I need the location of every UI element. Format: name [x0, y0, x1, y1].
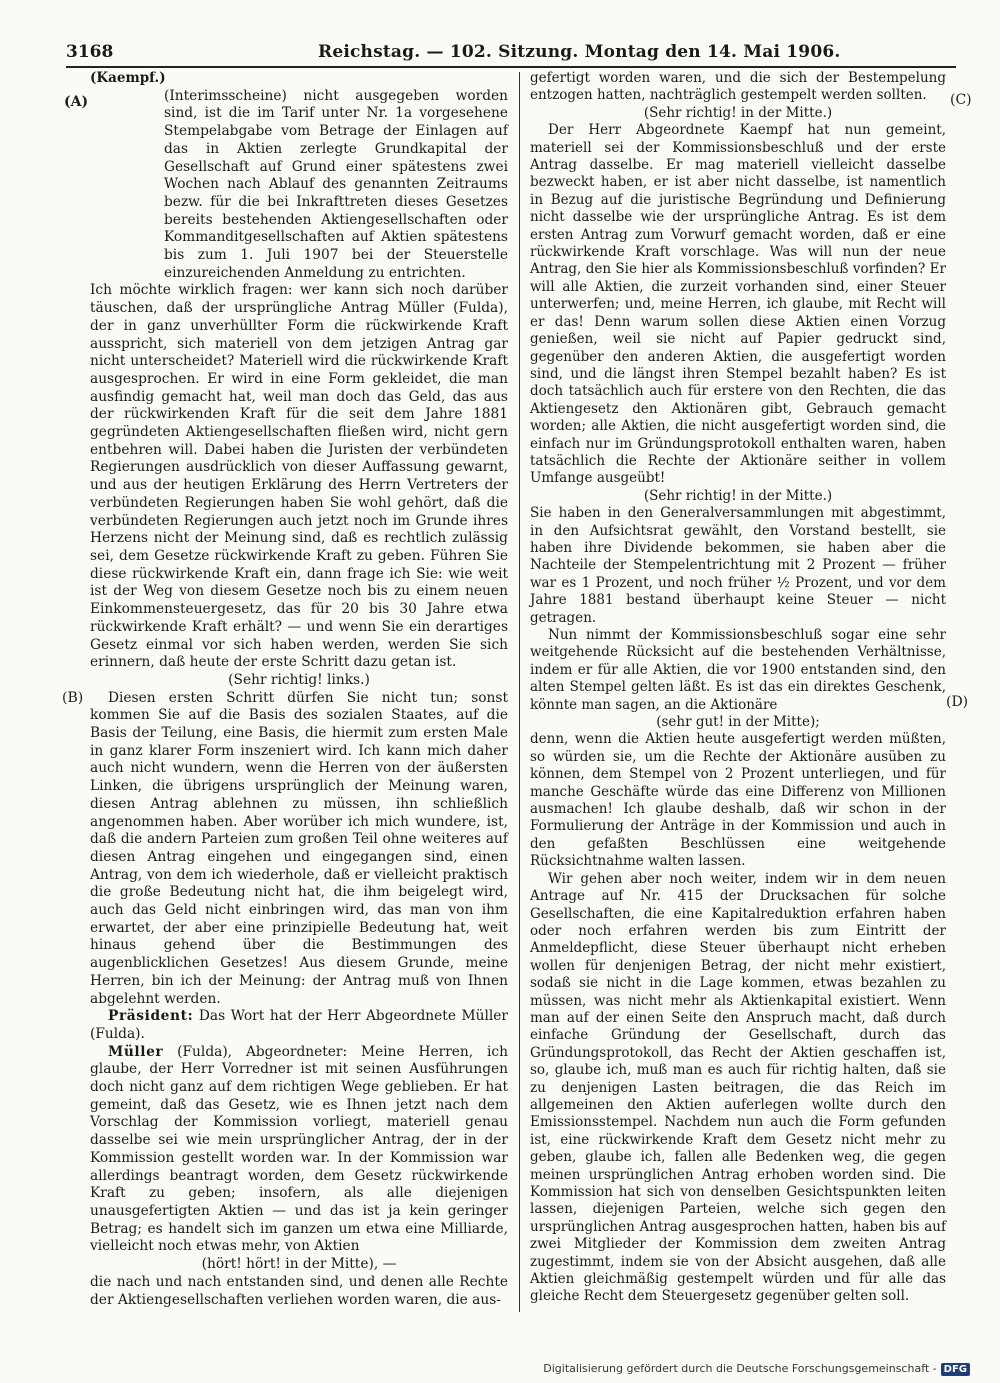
margin-mark-d: (D) — [946, 694, 969, 710]
paragraph: die nach und nach entstanden sind, und denen alle Rechte der Aktiengesellschaften verliehen worden waren, die aus- — [90, 1273, 508, 1308]
footer-credit: Digitalisierung gefördert durch die Deutsche Forschungsgemeinschaft - — [543, 1362, 937, 1375]
paragraph: Diesen ersten Schritt dürfen Sie nicht tun; sonst kommen Sie auf die Basis des sozialen Staates, auf die Basis der Teilung, eine Basis, die hiermit zum ersten Male in ganz klarer Form inszeniert wird. Ich kann mich daher auch nicht wundern, wenn die Herren von der äußersten Linken, die übrigens ursprünglich der Meinung waren, diesen Antrag ablehnen zu müssen, ihn schließlich angenommen haben. Aber worüber ich mich wundere, ist, daß die andern Parteien zum großen Teil ohne weiteres auf diesen Antrag eingehen und eingegangen sind, einen Antrag, von dem ich wiederhole, daß er vielleicht praktisch die große Bedeutung nicht hat, die ihm beigelegt wird, auch das Geld nicht einbringen wird, das man von ihm erwartet, der aber eine prinzipielle Bedeutung hat, weit hinaus gehend über die Bestimmungen des augenblicklichen Gesetzes! Aus diesem Grunde, meine Herren, bin ich der Meinung: der Antrag muß von Ihnen abgelehnt werden. — [90, 689, 508, 1007]
paragraph: Ich möchte wirklich fragen: wer kann sich noch darüber täuschen, daß der ursprüngliche Antrag Müller (Fulda), der in ganz unverhüllter Form die rückwirkende Kraft ausspricht, sich materiell von dem jetzigen Antrag gar nicht unterscheidet? Materiell wird die rückwirkende Kraft ausgesprochen. Er wird in eine Form gekleidet, die man ausfindig gemacht hat, weil man doch das Geld, das aus der rückwirkenden Kraft für die seit dem Jahre 1881 gegründeten Aktiengesellschaften fließen wird, nicht gern entbehren will. Dabei haben die Juristen der verbündeten Regierungen ausdrücklich von dieser Auffassung gewarnt, und aus der heutigen Erklärung des Herrn Vertreters der verbündeten Regierungen haben Sie wohl gehört, daß die verbündeten Regierungen auch jetzt noch im Grunde ihres Herzens nicht der Meinung sind, daß es rechtlich zulässig sei, dem Gesetze rückwirkende Kraft zu geben. Führen Sie diese rückwirkende Kraft ein, dann frage ich Sie: wie weit ist der Weg von diesem Gesetze noch bis zu einem neuen Einkommensteuergesetz, das für 20 bis 30 Jahre etwa rückwirkende Kraft erhält? — und wenn Sie ein derartiges Gesetz einmal vor sich haben werden, werden Sie sich erinnern, daß heute der erste Schritt dazu getan ist. — [90, 282, 508, 671]
page-header — [66, 38, 956, 68]
paragraph-text: Das Wort hat der Herr Abgeordnete Müller (Fulda). — [90, 1008, 508, 1042]
right-column — [530, 70, 946, 1306]
footer — [543, 1362, 970, 1376]
paragraph: Der Herr Abgeordnete Kaempf hat nun gemeint, materiell sei der Kommissionsbeschluß und der erste Antrag dasselbe. Er mag materiell vielleicht dasselbe bezweckt haben, er ist aber nicht dasselbe, ist namentlich in Bezug auf die juristische Begründung und Definierung nicht dasselbe wie der ursprüngliche Antrag. Es ist dem ersten Antrag zum Vorwurf gemacht worden, daß er eine rückwirkende Kraft vorschlage. Was will nun der neue Antrag, den Sie hier als Kommissionsbeschluß vorfinden? Er will alle Aktien, die zurzeit vorhanden sind, einer Steuer unterwerfen; und, meine Herren, ich glaube, mit Recht will er das! Denn warum sollen diese Aktien einen Vorzug genießen, weil sie nicht auf Papier gedruckt sind, gegenüber den anderen Aktien, die ausgefertigt worden sind, und die längst ihren Stempel bezahlt haben? Es ist doch tatsächlich auch für erstere von den Rechten, die das Aktiengesetz den Aktionären gibt, Gebrauch gemacht worden; alle Aktien, die nicht ausgefertigt worden sind, die einfach nur im Gründungsprotokoll enthalten waren, haben tatsächlich die Rechte der Aktionäre seither in vollem Umfange ausgeübt! — [530, 122, 946, 487]
paragraph: Wir gehen aber noch weiter, indem wir in dem neuen Antrage auf Nr. 415 der Drucksachen für solche Gesellschaften, die eine Kapitalreduktion erfahren haben oder noch erfahren werden bis zum Eintritt der Anmeldepflicht, diese Steuer überhaupt nicht erheben wollen für denjenigen Betrag, der nicht mehr existiert, sodaß sie nicht in die Lage kommen, etwas bezahlen zu müssen, was nicht mehr als Aktienkapital existiert. Wenn man auf der einen Seite den Anspruch macht, daß durch einfache Gründung der Gesellschaft, durch das Gründungsprotokoll, das Recht der Aktien geschaffen ist, so, glaube ich, muß man es auch für richtig halten, daß sie zu denjenigen Lasten beitragen, die das Reich im allgemeinen den Aktien auferlegen wollte durch den Emissionsstempel. Nachdem nun auch die Form gefunden ist, eine rückwirkende Kraft dem Gesetz nicht mehr zu geben, glaube ich, fallen alle Bedenken weg, die gegen meinen ursprünglichen Antrag erhoben worden sind. Die Kommission hat sich von denselben Gesichtspunkten leiten lassen, diejenigen Parteien, welche sich gegen den ursprünglichen Antrag ausgesprochen hatten, haben bis auf zwei Mitglieder der Kommission dem zweiten Antrag zugestimmt, indem sie von der Absicht ausgehen, daß alle Aktien gleichmäßig gestempelt würden und für alle das gleiche Recht dem Steuergesetz gegenüber gelten soll. — [530, 870, 946, 1305]
margin-mark-a: (A) — [64, 94, 89, 110]
president-remark — [90, 1008, 508, 1043]
speech-start — [90, 1044, 508, 1256]
margin-mark-b: (B) — [62, 690, 84, 706]
speaker-name: Müller — [108, 1043, 164, 1060]
paragraph: gefertigt worden waren, und die sich der Bestempelung entzogen hatten, nachträglich gestempelt werden sollten. — [530, 70, 946, 104]
paragraph-text: (Fulda), Abgeordneter: Meine Herren, ich glaube, der Herr Vorredner ist mit seinen Ausführungen doch nicht ganz auf dem richtigen Wege geblieben. Er hat gemeint, daß das Gesetz, wie es Ihnen jetzt nach dem Vorschlag der Kommission vorliegt, materiell genau dasselbe sei wie mein ursprünglicher Antrag, der in der Kommission gestellt worden war. In der Kommission war allerdings beantragt worden, dem Gesetz rückwirkende Kraft zu geben; insofern, als alle diejenigen unausgefertigten Aktien — und das ist ja kein geringer Betrag; es handelt sich im ganzen um etwa eine Milliarde, vielleicht noch etwas mehr, von Aktien — [90, 1043, 508, 1255]
interjection: (hört! hört! in der Mitte), — — [201, 1256, 397, 1273]
left-column — [90, 70, 508, 1309]
interjection: (Sehr richtig! in der Mitte.) — [643, 487, 833, 504]
quoted-amendment: (Interimsscheine) nicht ausgegeben worden sind, ist die im Tarif unter Nr. 1a vorgesehene Stempelabgabe vom Betrage der Einlagen auf das in Aktien zerlegte Grundkapital der Gesellschaft auf Grund einer spätestens zwei Wochen nach Ablauf des genannten Zeitraums bezw. für die bei Inkrafttreten dieses Gesetzes bereits bestehenden Aktiengesellschaften oder Kommanditgesellschaften auf Aktien spätestens bis zum 1. Juli 1907 bei der Steuerstelle einzureichenden Anmeldung zu entrichten. — [164, 87, 508, 281]
paragraph: denn, wenn die Aktien heute ausgefertigt werden müßten, so würden sie, um die Rechte der Aktionäre ausüben zu können, dem Stempel von 2 Prozent unterliegen, und für manche Geschäfte würde das eine Differenz von Millionen ausmachen! Ich glaube deshalb, daß wir schon in der Formulierung der Anträge in der Kommission und auch in den gefaßten Beschlüssen eine weitgehende Rücksichtnahme walten lassen. — [530, 731, 946, 870]
margin-mark-c: (C) — [950, 92, 972, 108]
interjection: (sehr gut! in der Mitte); — [656, 714, 820, 731]
paragraph: Sie haben in den Generalversammlungen mit abgestimmt, in den Aufsichtsrat gewählt, den Vorstand bestellt, sie haben ihre Dividende bekommen, sie haben aber die Nachteile der Stempelentrichtung mit 2 Prozent — früher war es 1 Prozent, und noch früher ½ Prozent, und vor dem Jahre 1881 bestand überhaupt keine Steuer — nicht getragen. — [530, 505, 946, 626]
header-rule — [66, 66, 956, 68]
page-number: 3168 — [66, 42, 114, 62]
speaker-tag: (Kaempf.) — [90, 70, 166, 86]
speaker-name: Präsident: — [108, 1008, 194, 1025]
dfg-logo: DFG — [941, 1363, 970, 1376]
interjection: (Sehr richtig! links.) — [228, 671, 370, 688]
column-divider — [519, 72, 520, 1312]
interjection: (Sehr richtig! in der Mitte.) — [643, 104, 833, 121]
running-title: Reichstag. — 102. Sitzung. Montag den 14. Mai 1906. — [318, 42, 841, 62]
paragraph: Nun nimmt der Kommissionsbeschluß sogar eine sehr weitgehende Rücksicht auf die bestehenden Verhältnisse, indem er für alle Aktien, die vor 1900 entstanden sind, den alten Stempel gelten läßt. Es ist das ein direktes Geschenk, könnte man sagen, an die Aktionäre — [530, 627, 946, 713]
